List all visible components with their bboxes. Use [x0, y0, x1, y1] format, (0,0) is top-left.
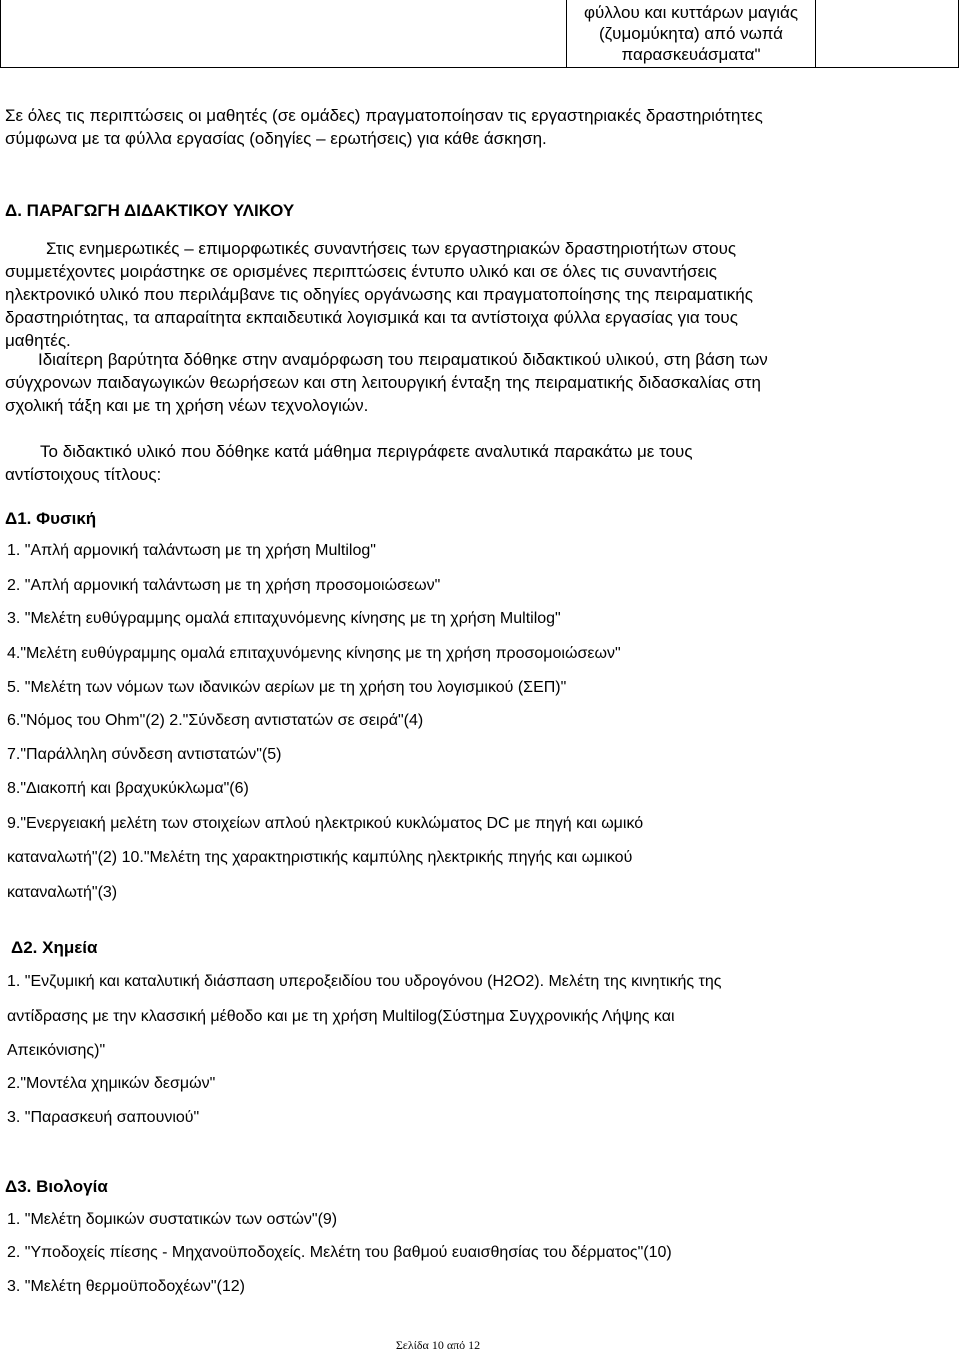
section-heading: Δ. ΠΑΡΑΓΩΓΗ ΔΙΔΑΚΤΙΚΟΥ ΥΛΙΚΟΥ — [5, 201, 295, 220]
list-item: 2."Μοντέλα χημικών δεσμών" — [7, 1075, 216, 1092]
list-item: 2. "Απλή αρμονική ταλάντωση με τη χρήση προσομοιώσεων" — [7, 577, 441, 594]
intro-line: σύμφωνα με τα φύλλα εργασίας (οδηγίες – ερωτήσεις) για κάθε άσκηση. — [5, 129, 547, 148]
list-item: 1. "Ενζυμική και καταλυτική διάσπαση υπεροξειδίου του υδρογόνου (Η2Ο2). Μελέτη της κινητικής της — [7, 973, 722, 990]
paragraph-line: ηλεκτρονικό υλικό που περιλάμβανε τις οδηγίες οργάνωσης και πραγματοποίησης της πειραματικής — [5, 285, 753, 304]
table-cell-line: (ζυμομύκητα) από νωπά — [598, 24, 784, 43]
list-item: Απεικόνισης)" — [7, 1042, 106, 1059]
list-item: 1. "Μελέτη δομικών συστατικών των οστών"(9) — [7, 1211, 338, 1228]
paragraph-line: Ιδιαίτερη βαρύτητα δόθηκε στην αναμόρφωση του πειραματικού διδακτικού υλικού, στη βάση των — [38, 350, 768, 369]
paragraph-line: σχολική τάξη και με τη χρήση νέων τεχνολογιών. — [5, 396, 369, 415]
page-number: Σελίδα 10 από 12 — [395, 1338, 481, 1352]
list-item: 3. "Μελέτη ευθύγραμμης ομαλά επιταχυνόμενης κίνησης με τη χρήση Multilog" — [7, 610, 561, 627]
list-item: καταναλωτή"(2) 10."Μελέτη της χαρακτηριστικής καμπύλης ηλεκτρικής πηγής και ωμικού — [7, 849, 633, 866]
list-item: 5. "Μελέτη των νόμων των ιδανικών αερίων με τη χρήση του λογισμικού (ΣΕΠ)" — [7, 679, 567, 696]
paragraph-line: Το διδακτικό υλικό που δόθηκε κατά μάθημα περιγράφετε αναλυτικά παρακάτω με τους — [40, 442, 693, 461]
physics-heading: Δ1. Φυσική — [5, 509, 97, 528]
list-item: 2. "Υποδοχείς πίεσης - Μηχανοϋποδοχείς. Μελέτη του βαθμού ευαισθησίας του δέρματος"(10) — [7, 1244, 672, 1261]
list-item: καταναλωτή"(3) — [7, 884, 118, 901]
paragraph-line: δραστηριότητας, τα απαραίτητα εκπαιδευτικά λογισμικά και τα αντίστοιχα φύλλα εργασίας για τους — [5, 308, 738, 327]
list-item: 3. "Παρασκευή σαπουνιού" — [7, 1109, 200, 1126]
list-item: 8."Διακοπή και βραχυκύκλωμα"(6) — [7, 780, 249, 797]
list-item: 4."Μελέτη ευθύγραμμης ομαλά επιταχυνόμενης κίνησης με τη χρήση προσομοιώσεων" — [7, 645, 621, 662]
list-item: 1. "Απλή αρμονική ταλάντωση με τη χρήση Multilog" — [7, 542, 376, 559]
paragraph-line: Στις ενημερωτικές – επιμορφωτικές συναντήσεις των εργαστηριακών δραστηριοτήτων στους — [46, 239, 737, 258]
list-item: 7."Παράλληλη σύνδεση αντιστατών"(5) — [7, 746, 282, 763]
chemistry-heading: Δ2. Χημεία — [11, 938, 98, 957]
intro-line: Σε όλες τις περιπτώσεις οι μαθητές (σε ομάδες) πραγματοποίησαν τις εργαστηριακές δραστηριότητες — [5, 106, 763, 125]
table-column-divider — [815, 0, 816, 67]
paragraph-line: σύγχρονων παιδαγωγικών θεωρήσεων και στη λειτουργική ένταξη της πειραματικής διδασκαλίας στη — [5, 373, 761, 392]
table-fragment — [0, 0, 959, 68]
list-item: αντίδρασης με την κλασσική μέθοδο και με τη χρήση Multilog(Σύστημα Συγχρονικής Λήψης και — [7, 1008, 675, 1025]
list-item: 9."Ενεργειακή μελέτη των στοιχείων απλού ηλεκτρικού κυκλώματος DC με πηγή και ωμικό — [7, 815, 644, 832]
list-item: 6."Νόμος του Ohm"(2) 2."Σύνδεση αντιστατών σε σειρά"(4) — [7, 712, 424, 729]
table-cell — [573, 2, 809, 65]
paragraph-line: συμμετέχοντες μοιράστηκε σε ορισμένες περιπτώσεις έντυπο υλικό και σε όλες τις συναντήσεις — [5, 262, 717, 281]
list-item: 3. "Μελέτη θερμοϋποδοχέων"(12) — [7, 1278, 245, 1295]
biology-heading: Δ3. Βιολογία — [5, 1177, 108, 1196]
table-cell-line: φύλλου και κυττάρων μαγιάς — [583, 3, 799, 22]
paragraph-line: αντίστοιχους τίτλους: — [5, 465, 162, 484]
table-cell-line: παρασκευάσματα" — [621, 45, 761, 64]
table-column-divider — [566, 0, 567, 67]
paragraph-line: μαθητές. — [5, 331, 71, 350]
